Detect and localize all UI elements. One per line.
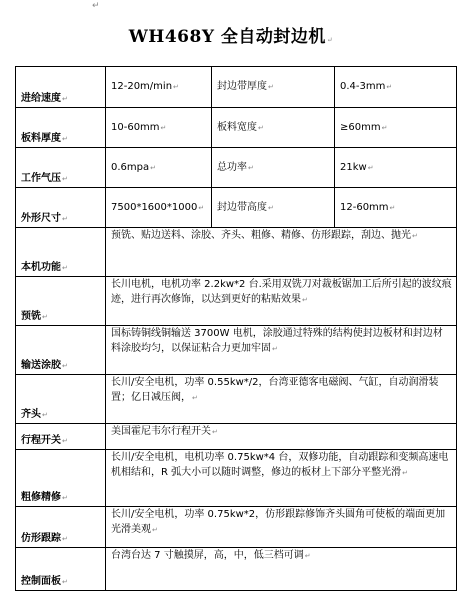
spec-label: 总功率↵ — [212, 148, 335, 188]
feature-label: 仿形跟踪↵ — [16, 507, 106, 548]
feature-description: 长川/安全电机，功率 0.75kw*2，仿形跟踪修饰齐头圆角可使板的端面更加光滑美观↵ — [106, 507, 457, 548]
table-row — [16, 375, 457, 424]
spec-value: 21kw↵ — [335, 148, 457, 188]
spec-value: 0.4-3mm↵ — [335, 67, 457, 108]
feature-description: 预铣、贴边送料、涂胶、齐头、粗修、精修、仿形跟踪，刮边、抛光↵ — [106, 228, 457, 277]
spec-label: 进给速度↵ — [16, 67, 106, 108]
spec-label: 工作气压↵ — [16, 148, 106, 188]
table-row — [16, 424, 457, 450]
spec-value: 10-60mm↵ — [106, 108, 212, 148]
page-title: WH468Y 全自动封边机↵ — [128, 27, 334, 47]
table-row — [16, 548, 457, 591]
table-row — [16, 67, 457, 108]
spec-value: 12-20m/min↵ — [106, 67, 212, 108]
table-row — [16, 507, 457, 548]
spec-label: 封边带高度↵ — [212, 188, 335, 228]
feature-description: 长川/安全电机，功率 0.55kw*/2，台湾亚德客电磁阀、气缸，自动润滑装置；亿日减压阀，↵ — [106, 375, 457, 424]
spec-value: 7500*1600*1000↵ — [106, 188, 212, 228]
table-row — [16, 277, 457, 326]
spec-label: 外形尺寸↵ — [16, 188, 106, 228]
feature-label: 齐头↵ — [16, 375, 106, 424]
spec-value: ≥60mm↵ — [335, 108, 457, 148]
feature-description: 长川电机，电机功率 2.2kw*2 台.采用双铣刀对裁板锯加工后所引起的波纹痕迹，进行再次修饰，以达到更好的粘贴效果↵ — [106, 277, 457, 326]
table-row — [16, 228, 457, 277]
spec-label: 板料厚度↵ — [16, 108, 106, 148]
feature-label: 输送涂胶↵ — [16, 326, 106, 375]
feature-description: 美国霍尼韦尔行程开关↵ — [106, 424, 457, 450]
table-row — [16, 326, 457, 375]
table-row — [16, 148, 457, 188]
spec-value: 0.6mpa↵ — [106, 148, 212, 188]
feature-description: 国标铸铜线铜输送 3700W 电机，涂胶通过特殊的结构使封边板材和封边材料涂胶均匀，以保证粘合力更加牢固↵ — [106, 326, 457, 375]
feature-label: 本机功能↵ — [16, 228, 106, 277]
table-row — [16, 188, 457, 228]
feature-label: 粗修精修↵ — [16, 450, 106, 507]
spec-table — [15, 66, 457, 591]
spec-value: 12-60mm↵ — [335, 188, 457, 228]
paragraph-mark-icon: ↵ — [326, 36, 334, 44]
table-row — [16, 108, 457, 148]
feature-label: 行程开关↵ — [16, 424, 106, 450]
feature-description: 长川/安全电机，电机功率 0.75kw*4 台，双修功能，自动跟踪和变频高速电机相结和，R 弧大小可以随时调整，修边的板材上下部分平整光滑↵ — [106, 450, 457, 507]
feature-label: 控制面板↵ — [16, 548, 106, 591]
paragraph-mark-icon: ↵ — [92, 1, 100, 11]
feature-description: 台湾台达 7 寸触摸屏，高，中，低三档可调↵ — [106, 548, 457, 591]
spec-label: 封边带厚度↵ — [212, 67, 335, 108]
feature-label: 预铣↵ — [16, 277, 106, 326]
table-row — [16, 450, 457, 507]
spec-label: 板料宽度↵ — [212, 108, 335, 148]
